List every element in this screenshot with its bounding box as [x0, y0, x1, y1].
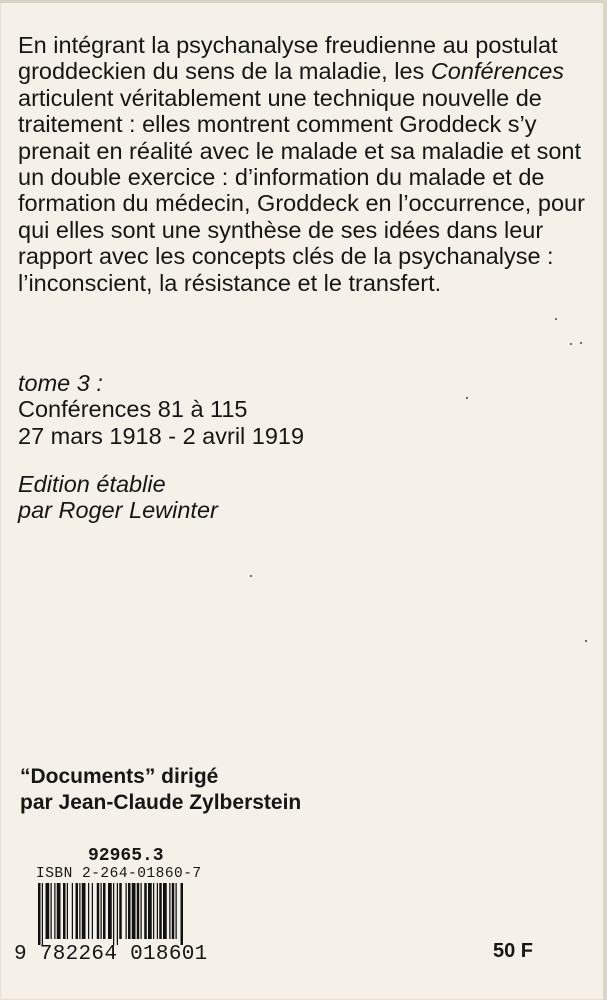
- price-label: 50 F: [493, 940, 534, 962]
- barcode-bar: [97, 883, 100, 939]
- volume-number: tome 3 :: [18, 370, 103, 396]
- barcode-bar: [176, 883, 177, 939]
- volume-dates: 27 mars 1918 - 2 avril 1919: [18, 422, 305, 449]
- barcode-bar: [51, 883, 52, 939]
- barcode-icon: [36, 883, 218, 945]
- series-line-2: par Jean-Claude Zylberstein: [20, 791, 302, 814]
- barcode-bar: [113, 883, 114, 945]
- barcode-bar: [132, 883, 136, 939]
- barcode-bar: [63, 883, 66, 939]
- barcode-bar: [169, 883, 170, 939]
- barcode-bar: [108, 883, 112, 939]
- dust-speck: [585, 640, 587, 642]
- barcode-bar: [157, 883, 158, 939]
- isbn-number: ISBN 2-264-01860-7: [36, 866, 202, 882]
- edition-credit: [18, 471, 518, 524]
- barcode-bar: [82, 883, 86, 939]
- barcode-bar: [128, 883, 131, 939]
- barcode-bar: [46, 883, 50, 939]
- barcode-bar: [92, 883, 93, 939]
- barcode-bar: [163, 883, 167, 939]
- barcode-digits: 9 782264 018601: [14, 943, 208, 966]
- barcode-bar: [141, 883, 142, 939]
- dust-speck: [580, 342, 582, 344]
- barcode-bar: [153, 883, 154, 939]
- blurb-part-1: En intégrant la psychanalyse freudienne au postulat groddeckien du sens de la maladie, les: [18, 32, 558, 85]
- blurb-paragraph: [18, 32, 593, 296]
- barcode-bar: [126, 883, 127, 939]
- barcode-bar: [42, 883, 43, 945]
- barcode-bar: [181, 883, 184, 945]
- catalog-code: 92965.3: [88, 846, 164, 866]
- barcode-bar: [172, 883, 175, 939]
- blurb-text: [18, 32, 593, 296]
- barcode-bar: [67, 883, 68, 939]
- barcode-bar: [72, 883, 73, 939]
- barcode-bar: [88, 883, 89, 939]
- series-credit: [20, 764, 520, 816]
- edition-line-1: Edition établie: [18, 471, 166, 497]
- blurb-italic-title: Conférences: [430, 58, 565, 85]
- barcode-bar: [144, 883, 147, 939]
- barcode-bar: [103, 883, 106, 939]
- barcode-bar: [79, 883, 80, 939]
- dust-speck: [466, 397, 468, 399]
- barcode-bar: [101, 883, 102, 939]
- dust-speck: [570, 343, 572, 345]
- cover-right-edge: [603, 0, 607, 1000]
- barcode-bar: [54, 883, 55, 939]
- dust-speck: [250, 575, 252, 577]
- volume-info: [18, 370, 518, 449]
- barcode-bar: [38, 883, 41, 945]
- volume-lectures: Conférences 81 à 115: [18, 396, 248, 423]
- barcode-bar: [76, 883, 79, 939]
- dust-speck: [555, 318, 557, 320]
- barcode-bar: [117, 883, 118, 945]
- barcode-bar: [148, 883, 152, 939]
- cover-top-edge: [0, 0, 607, 3]
- barcode-bar: [57, 883, 61, 939]
- series-line-1: “Documents” dirigé: [20, 765, 219, 788]
- edition-line-2: par Roger Lewinter: [18, 497, 218, 524]
- barcode-bar: [137, 883, 140, 939]
- barcode-bar: [119, 883, 122, 939]
- barcode-bar: [159, 883, 162, 939]
- blurb-part-2: articulent véritablement une technique nouvelle de traitement : elles montrent comment Groddeck s’y prenait en réalité avec le malade et sa maladie et sont un double exercice : d’information du malade et de formation du médecin, Groddeck en l’occurrence, pour qui elles sont une synthèse de ses idées dans leur rapport avec les concepts clés de la psychanalyse : l’inconscient, la résistance et le transfert.: [18, 84, 585, 296]
